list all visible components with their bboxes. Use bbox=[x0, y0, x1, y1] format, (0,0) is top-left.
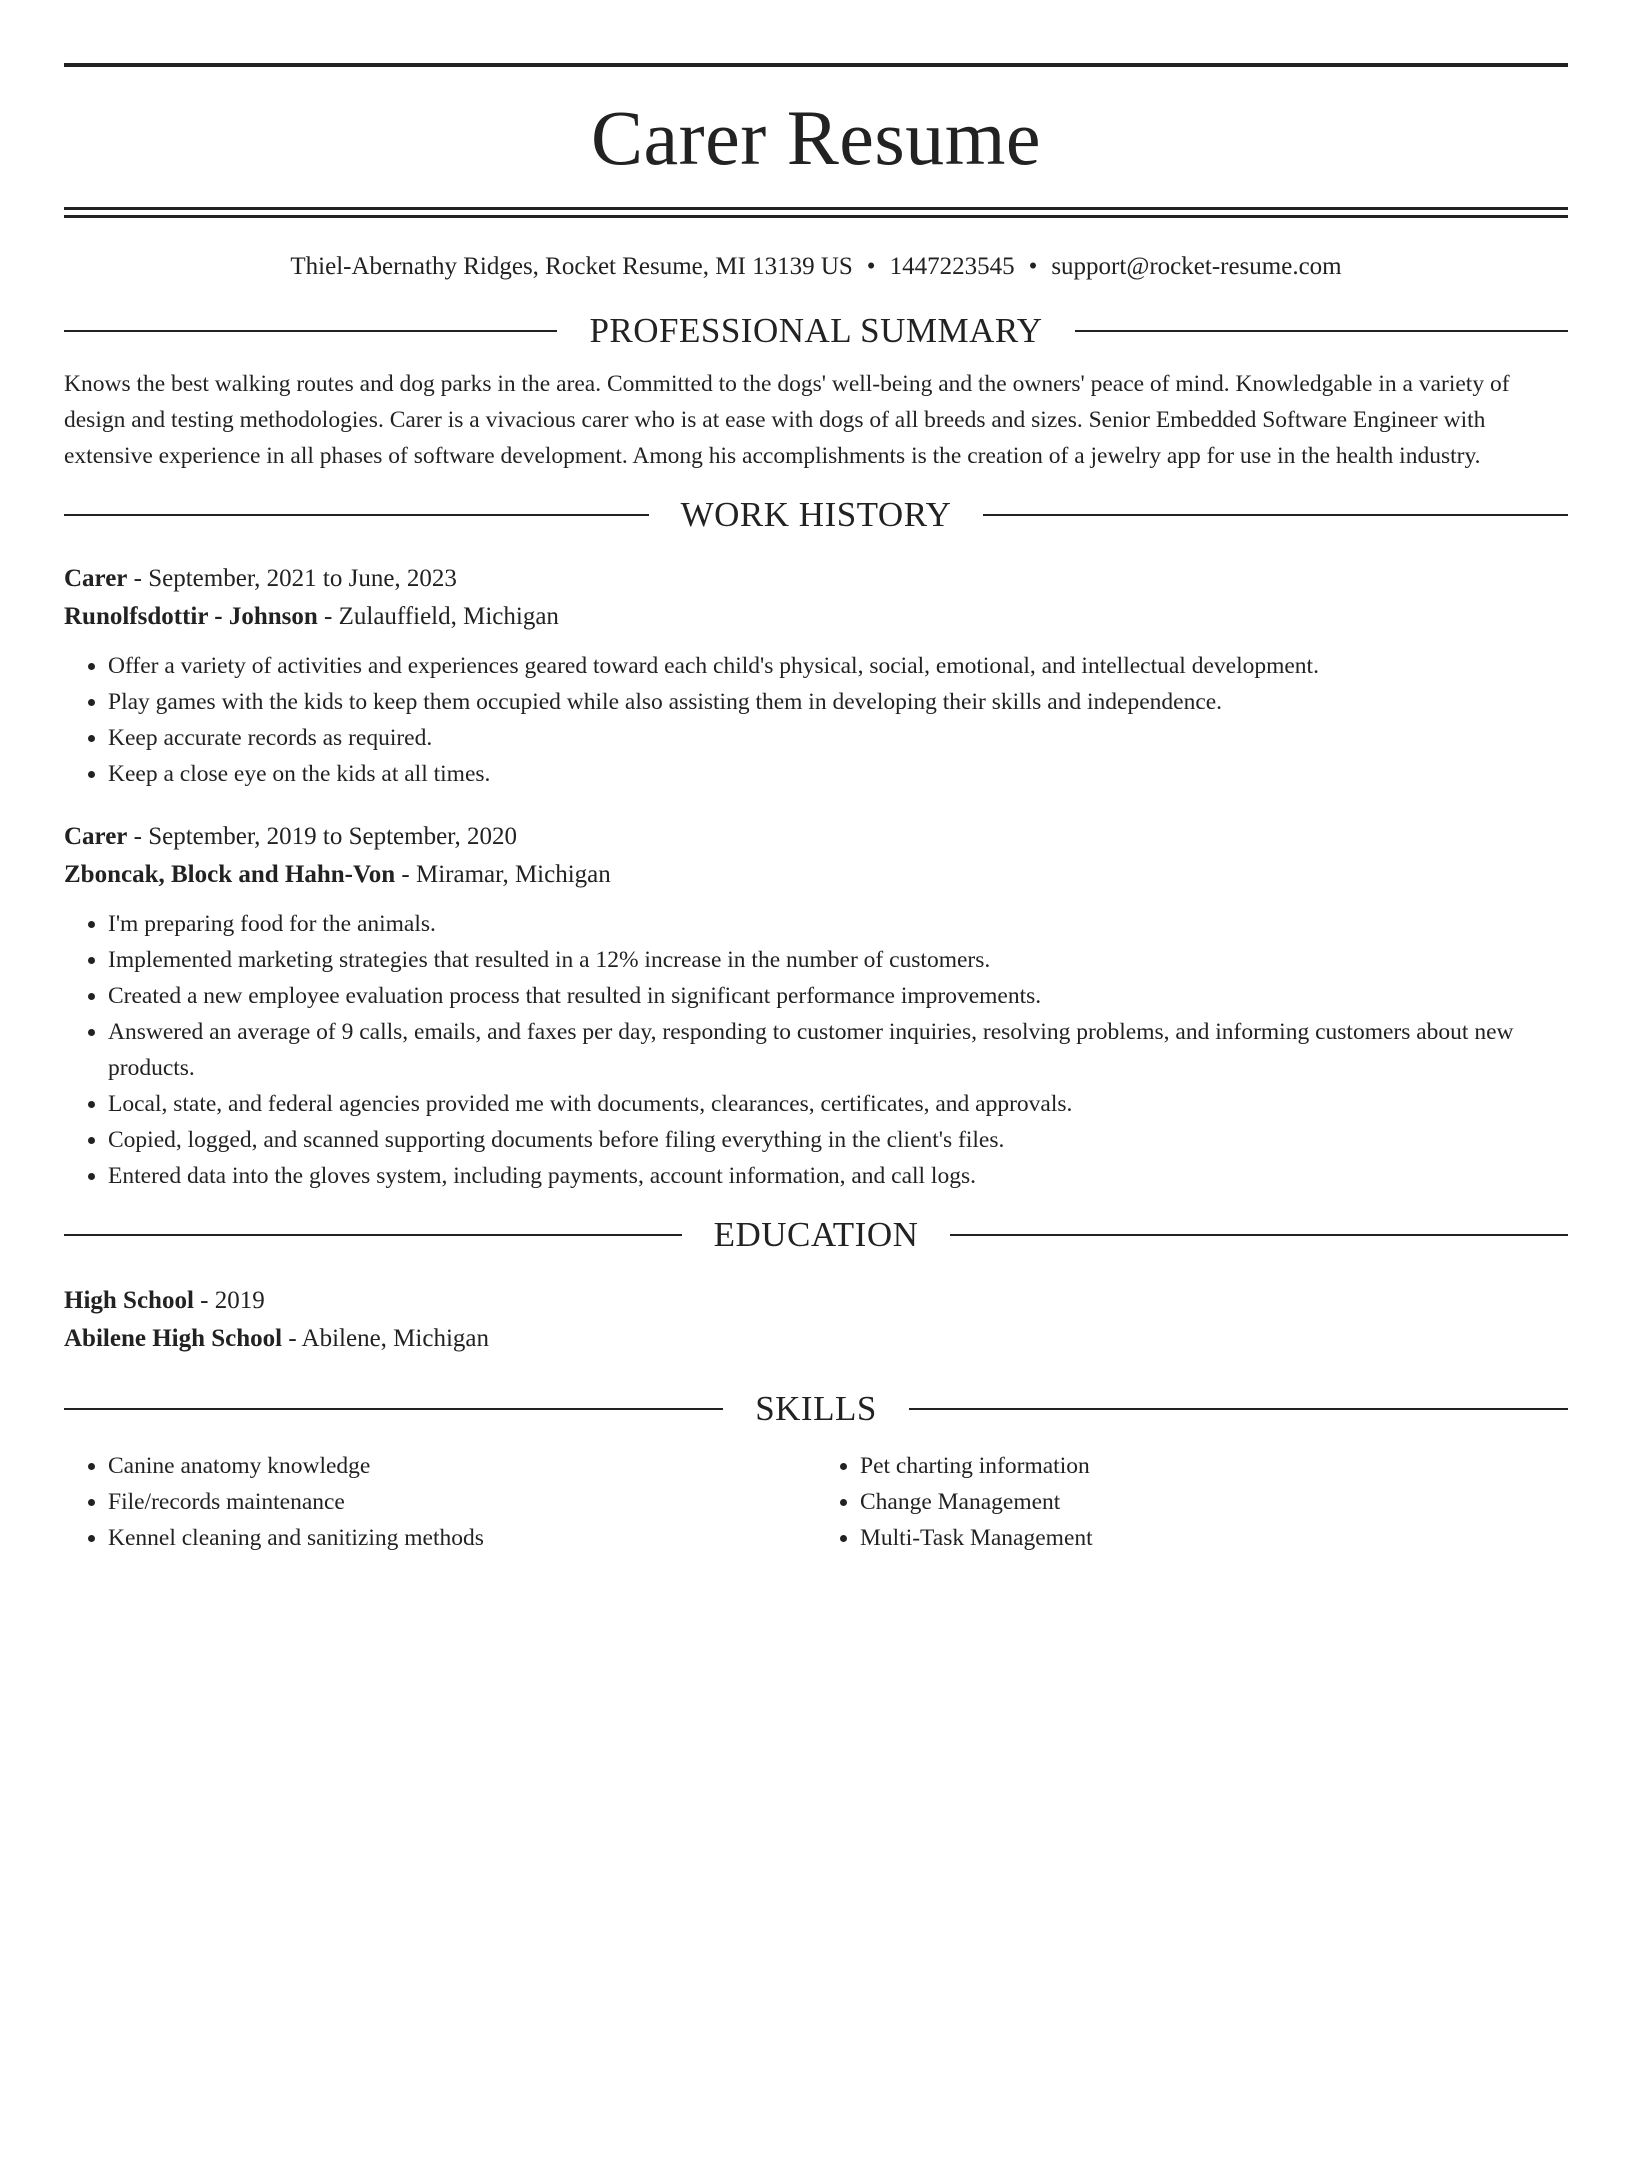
education-year: 2019 bbox=[214, 1287, 265, 1314]
job-dates: September, 2019 to September, 2020 bbox=[148, 823, 517, 850]
section-rule-left bbox=[64, 514, 649, 516]
education-school-line: Abilene High School - Abilene, Michigan bbox=[64, 1325, 489, 1352]
job-company-line: Zboncak, Block and Hahn-Von - Miramar, Michigan bbox=[64, 861, 611, 888]
list-item: • Play games with the kids to keep them occupied while also assisting them in developing their skills and independence. bbox=[108, 684, 1568, 720]
section-rule-right bbox=[950, 1234, 1568, 1236]
job-company-line: Runolfsdottir - Johnson - Zulauffield, Michigan bbox=[64, 603, 559, 630]
list-item: • I'm preparing food for the animals. bbox=[108, 906, 1568, 942]
section-header-summary bbox=[64, 310, 1568, 352]
job-bullets bbox=[64, 906, 1568, 1194]
list-item: • Keep accurate records as required. bbox=[108, 720, 1568, 756]
section-rule-left bbox=[64, 330, 557, 332]
skill-item: • Canine anatomy knowledge bbox=[108, 1448, 816, 1484]
skill-item: • Kennel cleaning and sanitizing methods bbox=[108, 1520, 816, 1556]
skills-list-left bbox=[64, 1448, 816, 1556]
job-role: Carer bbox=[64, 565, 128, 592]
resume-title: Carer Resume bbox=[590, 94, 1041, 181]
skill-item: • Pet charting information bbox=[860, 1448, 1568, 1484]
contact-separator: • bbox=[1028, 253, 1038, 280]
section-title-work: WORK HISTORY bbox=[680, 495, 952, 534]
summary-text: Knows the best walking routes and dog parks in the area. Committed to the dogs' well-being and the owners' peace of mind. Knowledgable in a variety of design and testing methodologies. Carer is a vivacious carer who is at ease with dogs of all breeds and sizes. Senior Embedded Software Engineer with extensive experience in all phases of software development. Among his accomplishments is the creation of a jewelry app for use in the health industry. bbox=[64, 371, 1510, 469]
job-entry bbox=[64, 560, 1568, 792]
job-entry bbox=[64, 818, 1568, 1194]
education-school: Abilene High School bbox=[64, 1325, 283, 1352]
job-role-line: Carer - September, 2019 to September, 2020 bbox=[64, 823, 517, 850]
resume-page bbox=[0, 63, 1632, 2175]
top-rule bbox=[64, 63, 1568, 67]
contact-address: Thiel-Abernathy Ridges, Rocket Resume, MI 13139 US bbox=[290, 253, 853, 280]
list-item: • Copied, logged, and scanned supporting documents before filing everything in the client's files. bbox=[108, 1122, 1568, 1158]
contact-separator: • bbox=[866, 253, 876, 280]
list-item: • Implemented marketing strategies that resulted in a 12% increase in the number of customers. bbox=[108, 942, 1568, 978]
section-rule-right bbox=[1075, 330, 1568, 332]
title-double-rule bbox=[64, 207, 1568, 218]
job-role: Carer bbox=[64, 823, 128, 850]
section-rule-right bbox=[909, 1408, 1568, 1410]
list-item: • Offer a variety of activities and experiences geared toward each child's physical, social, emotional, and intellectual development. bbox=[108, 648, 1568, 684]
list-item: • Local, state, and federal agencies provided me with documents, clearances, certificates, and approvals. bbox=[108, 1086, 1568, 1122]
section-rule-left bbox=[64, 1408, 723, 1410]
list-item: • Keep a close eye on the kids at all times. bbox=[108, 756, 1568, 792]
section-header-education bbox=[64, 1214, 1568, 1256]
job-role-line: Carer - September, 2021 to June, 2023 bbox=[64, 565, 457, 592]
section-header-work bbox=[64, 494, 1568, 536]
list-item: • Entered data into the gloves system, including payments, account information, and call logs. bbox=[108, 1158, 1568, 1194]
job-dates: September, 2021 to June, 2023 bbox=[148, 565, 457, 592]
skill-item: • Change Management bbox=[860, 1484, 1568, 1520]
section-rule-left bbox=[64, 1234, 682, 1236]
section-rule-right bbox=[983, 514, 1568, 516]
section-title-education: EDUCATION bbox=[713, 1215, 919, 1254]
job-location: Miramar, Michigan bbox=[415, 861, 611, 888]
section-title-skills: SKILLS bbox=[755, 1389, 877, 1428]
education-degree: High School bbox=[64, 1287, 194, 1314]
job-company: Zboncak, Block and Hahn-Von bbox=[64, 861, 396, 888]
education-location: Abilene, Michigan bbox=[301, 1325, 489, 1352]
job-company: Runolfsdottir - Johnson bbox=[64, 603, 318, 630]
skills-list-right bbox=[816, 1448, 1568, 1556]
skill-item: • Multi-Task Management bbox=[860, 1520, 1568, 1556]
job-location: Zulauffield, Michigan bbox=[338, 603, 559, 630]
contact-line bbox=[64, 252, 1568, 282]
education-entry bbox=[64, 1282, 1568, 1358]
skills-columns bbox=[64, 1448, 1568, 1556]
contact-phone: 1447223545 bbox=[889, 253, 1015, 280]
job-bullets bbox=[64, 648, 1568, 792]
section-title-summary: PROFESSIONAL SUMMARY bbox=[589, 311, 1043, 350]
list-item: • Answered an average of 9 calls, emails, and faxes per day, responding to customer inquiries, resolving problems, and informing customers about new products. bbox=[108, 1014, 1568, 1086]
section-header-skills bbox=[64, 1388, 1568, 1430]
list-item: • Created a new employee evaluation process that resulted in significant performance improvements. bbox=[108, 978, 1568, 1014]
education-degree-line: High School - 2019 bbox=[64, 1287, 265, 1314]
skill-item: • File/records maintenance bbox=[108, 1484, 816, 1520]
contact-email: support@rocket-resume.com bbox=[1051, 253, 1342, 280]
